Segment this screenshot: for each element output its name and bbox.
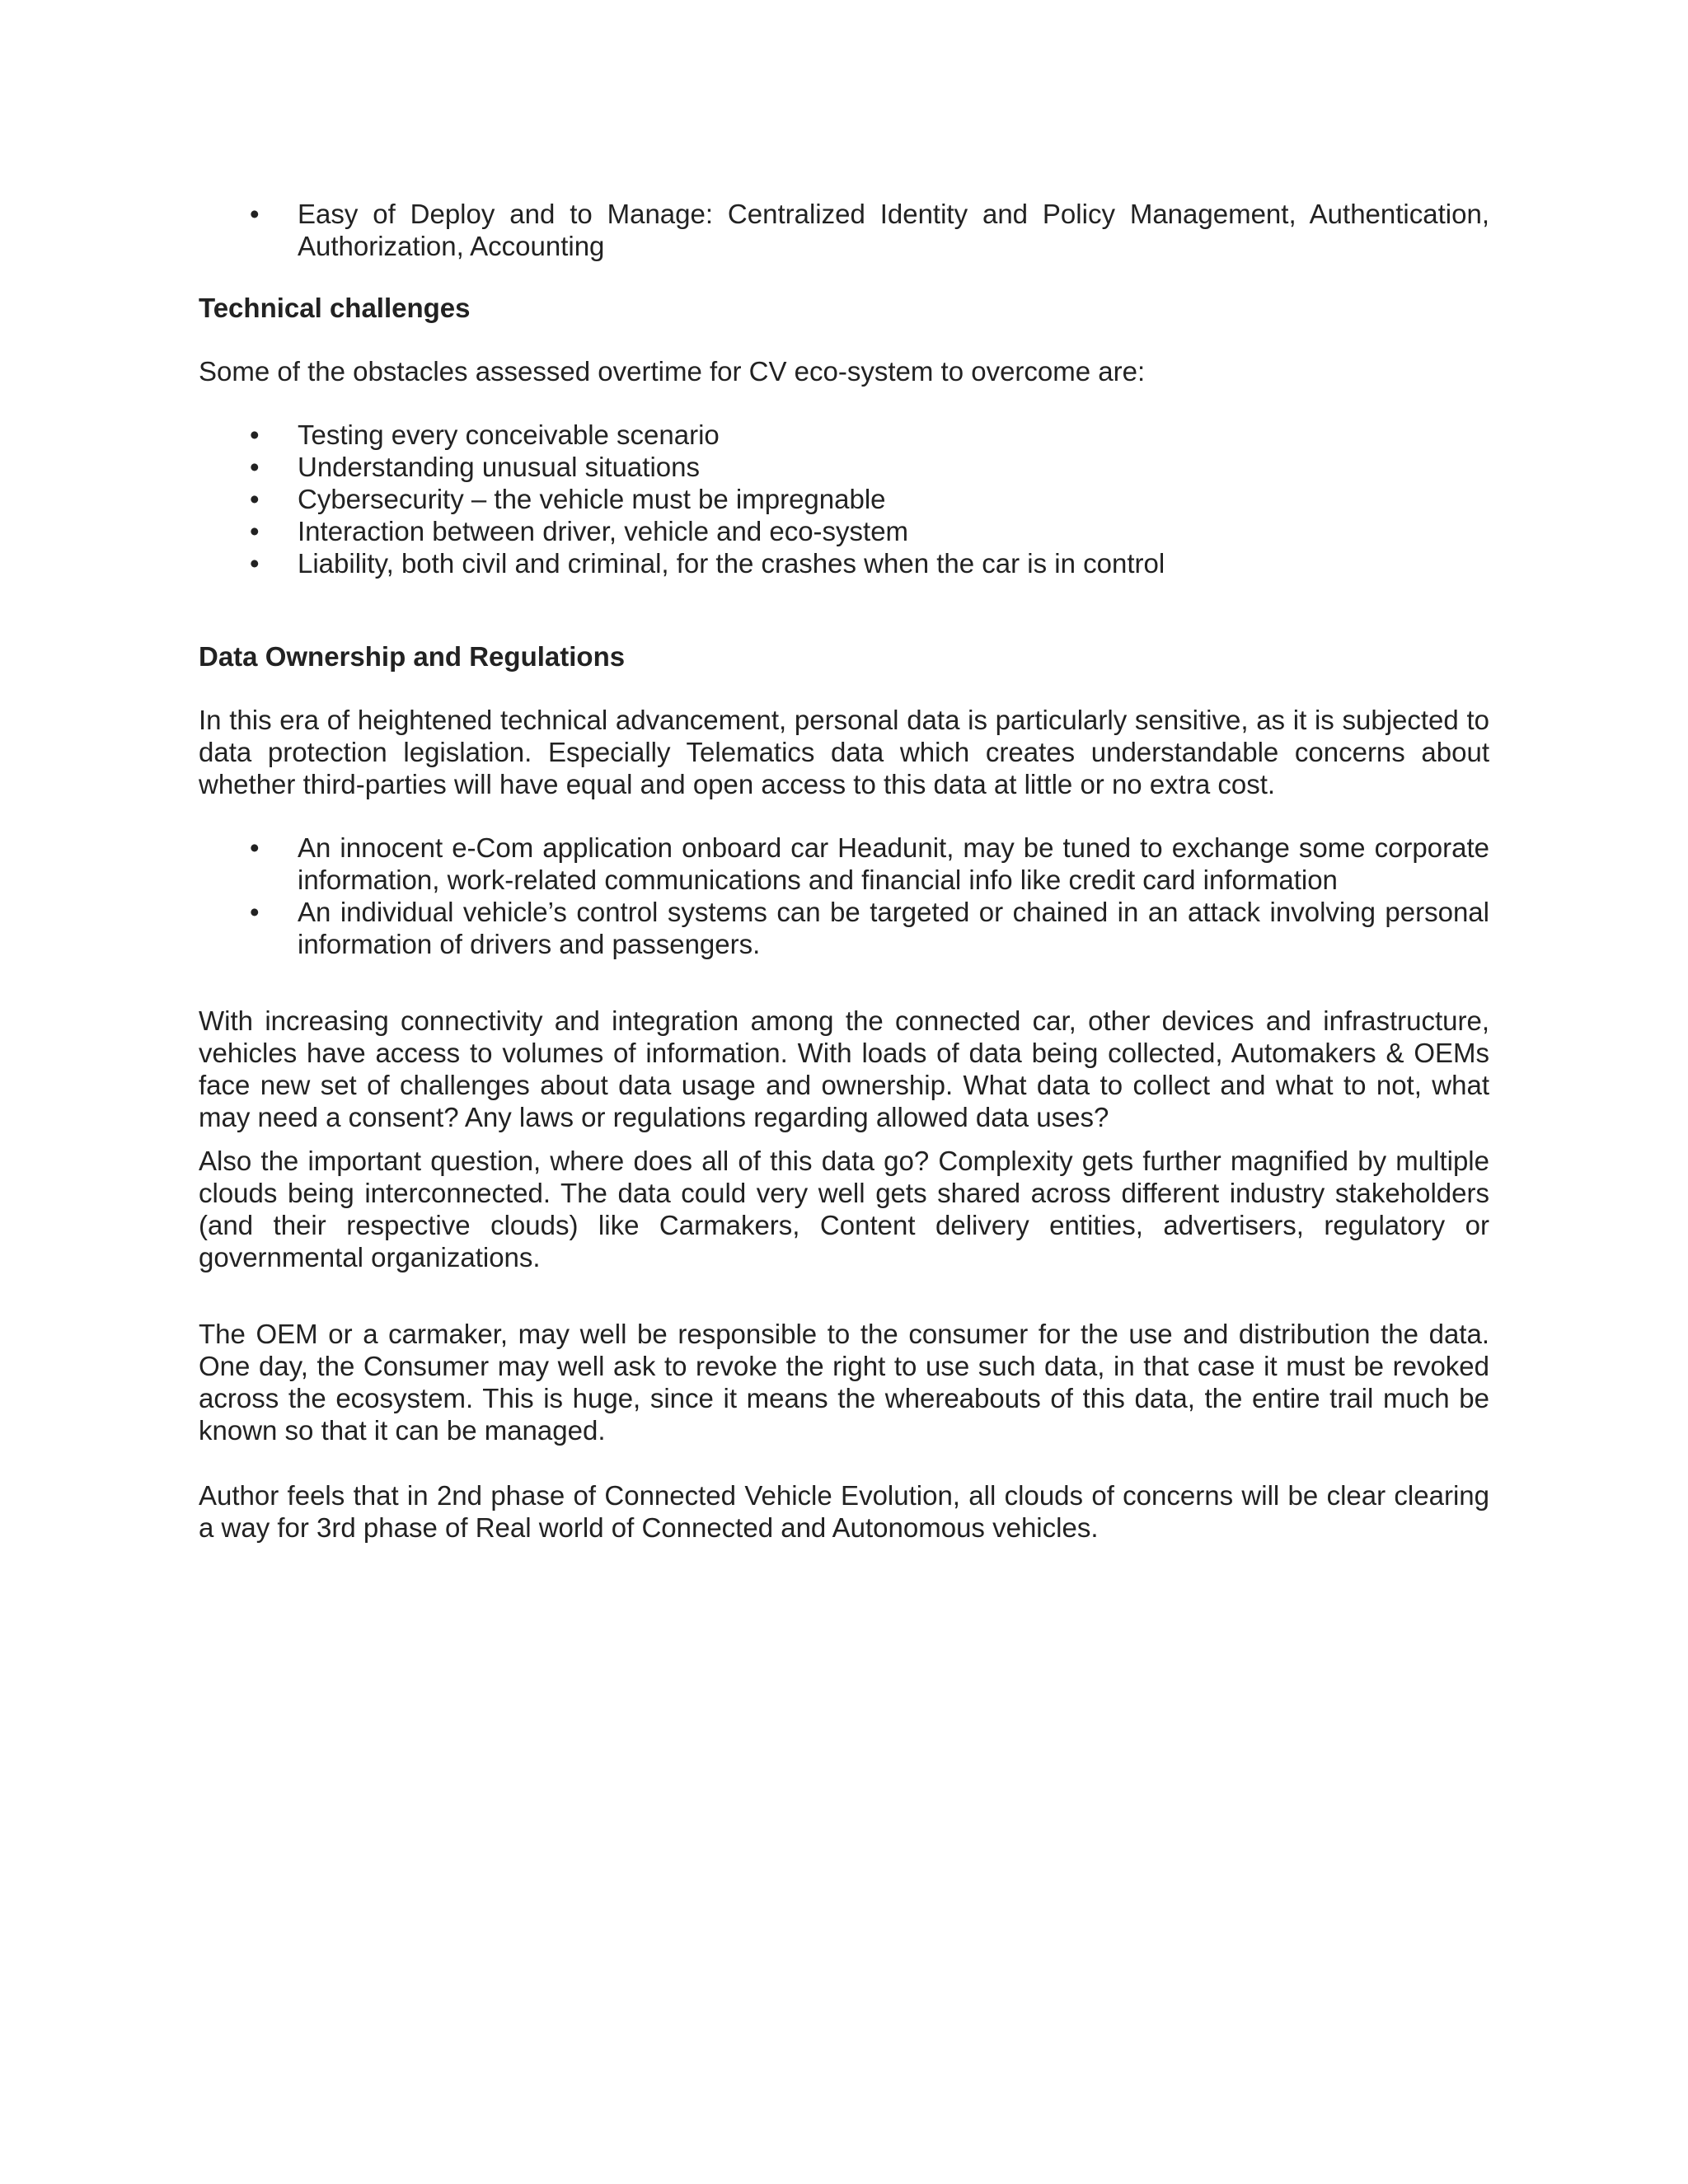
top-bullet-list [199,198,1489,262]
list-item [199,483,1489,515]
list-item [199,515,1489,547]
data-ownership-intro: In this era of heightened technical advancement, personal data is particularly sensitive, as it is subjected to data protection legislation. Especially Telematics data which creates understandable concerns about whether third-parties will have equal and open access to this data at little or no extra cost. [199,705,1489,799]
list-item [199,198,1489,262]
list-item-text: Liability, both civil and criminal, for the crashes when the car is in control [298,548,1165,579]
author-conclusion-paragraph: Author feels that in 2nd phase of Connected Vehicle Evolution, all clouds of concerns will be clear clearing a way for 3rd phase of Real world of Connected and Autonomous vehicles. [199,1480,1489,1543]
list-item-text: An innocent e-Com application onboard car Headunit, may be tuned to exchange some corporate information, work-related communications and financial info like credit card information [298,832,1489,895]
section-heading-technical-challenges: Technical challenges [199,293,471,323]
document-page [199,198,1489,1544]
list-item [199,451,1489,483]
bullet-icon: • [250,452,260,482]
connectivity-paragraph: With increasing connectivity and integration among the connected car, other devices and infrastructure, vehicles have access to volumes of information. With loads of data being collected, Automakers & OEMs face new set of challenges about data usage and ownership. What data to collect and what to not, what may need a consent? Any laws or regulations regarding allowed data uses? [199,1005,1489,1132]
list-item [199,832,1489,896]
technical-challenges-list [199,419,1489,579]
list-item-text: Interaction between driver, vehicle and eco-system [298,516,909,546]
list-item-text: Understanding unusual situations [298,452,700,482]
bullet-icon: • [250,199,260,229]
data-ownership-list [199,832,1489,960]
section-heading-data-ownership: Data Ownership and Regulations [199,641,626,672]
bullet-icon: • [250,897,260,927]
technical-challenges-intro: Some of the obstacles assessed overtime for CV eco-system to overcome are: [199,356,1146,387]
list-item [199,547,1489,579]
list-item [199,896,1489,960]
bullet-icon: • [250,419,260,450]
list-item [199,419,1489,451]
list-item-text: Testing every conceivable scenario [298,419,720,450]
oem-responsibility-paragraph: The OEM or a carmaker, may well be responsible to the consumer for the use and distribution the data. One day, the Consumer may well ask to revoke the right to use such data, in that case it must be revoked across the ecosystem. This is huge, since it means the whereabouts of this data, the entire trail much be known so that it can be managed. [199,1319,1489,1446]
list-item-text: Easy of Deploy and to Manage: Centralized Identity and Policy Management, Authentication, Authorization, Accounting [298,199,1489,261]
bullet-icon: • [250,516,260,546]
list-item-text: Cybersecurity – the vehicle must be impregnable [298,484,886,514]
bullet-icon: • [250,548,260,579]
bullet-icon: • [250,832,260,863]
data-destination-paragraph: Also the important question, where does all of this data go? Complexity gets further magnified by multiple clouds being interconnected. The data could very well gets shared across different industry stakeholders (and their respective clouds) like Carmakers, Content delivery entities, advertisers, regulatory or governmental organizations. [199,1146,1489,1272]
list-item-text: An individual vehicle’s control systems can be targeted or chained in an attack involving personal information of drivers and passengers. [298,897,1489,959]
bullet-icon: • [250,484,260,514]
